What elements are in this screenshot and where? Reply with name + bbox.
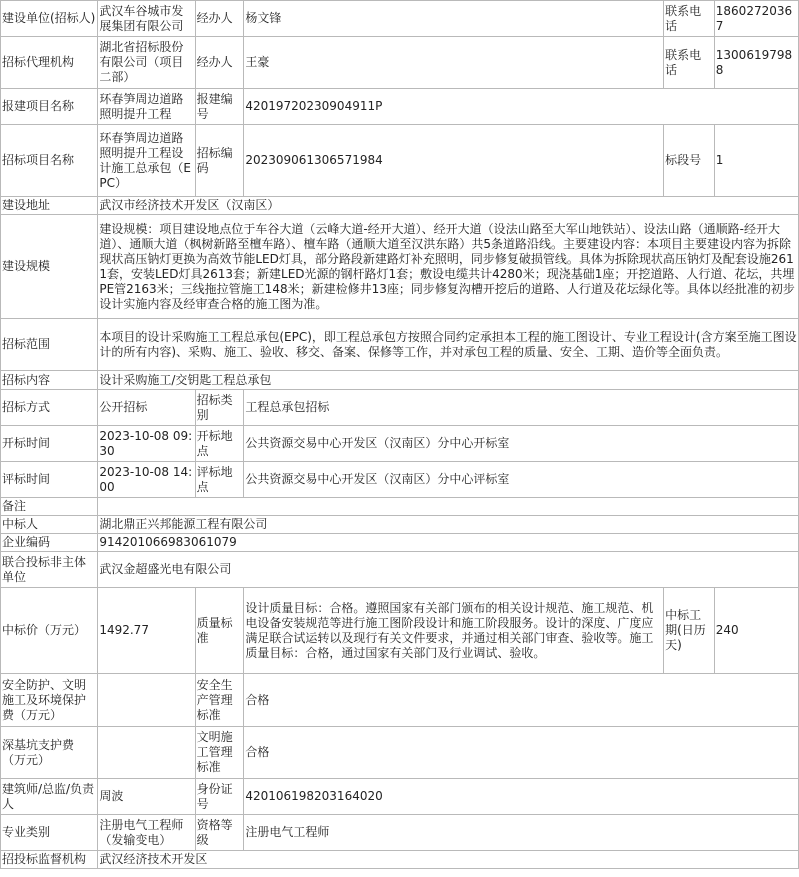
agent-label: 招标代理机构 xyxy=(1,37,98,89)
supervisor-value: 武汉经济技术开发区 xyxy=(98,851,799,869)
row-open xyxy=(1,426,799,462)
row-manager xyxy=(1,779,799,815)
review-time: 2023-10-08 14:00 xyxy=(98,462,195,498)
row-joint xyxy=(1,552,799,588)
civil-std-label: 文明施工管理标准 xyxy=(195,727,244,779)
owner-handler: 杨文锋 xyxy=(244,1,664,37)
price-value: 1492.77 xyxy=(98,588,195,674)
winner-value: 湖北鼎正兴邦能源工程有限公司 xyxy=(98,516,799,534)
company-code-label: 企业编码 xyxy=(1,534,98,552)
owner-handler-label: 经办人 xyxy=(195,1,244,37)
row-site xyxy=(1,197,799,215)
content-value: 设计采购施工/交钥匙工程总承包 xyxy=(98,371,799,390)
review-place: 公共资源交易中心开发区（汉南区）分中心评标室 xyxy=(244,462,799,498)
method-label: 招标方式 xyxy=(1,390,98,426)
tender-code: 202309061306571984 xyxy=(244,125,664,197)
row-content xyxy=(1,371,799,390)
method-value: 公开招标 xyxy=(98,390,195,426)
note-label: 备注 xyxy=(1,498,98,516)
agent-phone: 13006197988 xyxy=(714,37,798,89)
manager-label: 建筑师/总监/负责人 xyxy=(1,779,98,815)
review-place-label: 评标地点 xyxy=(195,462,244,498)
owner-label: 建设单位(招标人) xyxy=(1,1,98,37)
tender-project-value: 环春笋周边道路照明提升工程设计施工总承包（EPC） xyxy=(98,125,195,197)
qual-label: 资格等级 xyxy=(195,815,244,851)
type-label: 招标类别 xyxy=(195,390,244,426)
open-time-label: 开标时间 xyxy=(1,426,98,462)
row-scope xyxy=(1,319,799,371)
note-value xyxy=(98,498,799,516)
scope-label: 招标范围 xyxy=(1,319,98,371)
row-safety-fee xyxy=(1,674,799,727)
owner-phone: 18602720367 xyxy=(714,1,798,37)
row-winner xyxy=(1,516,799,534)
period-label: 中标工期(日历天) xyxy=(664,588,715,674)
agent-value: 湖北省招标股份有限公司（项目二部） xyxy=(98,37,195,89)
supervisor-label: 招投标监督机构 xyxy=(1,851,98,869)
specialty-value: 注册电气工程师（发输变电） xyxy=(98,815,195,851)
joint-value: 武汉金超盛光电有限公司 xyxy=(98,552,799,588)
row-agent xyxy=(1,37,799,89)
tender-project-label: 招标项目名称 xyxy=(1,125,98,197)
report-code-label: 报建编号 xyxy=(195,89,244,125)
row-report-project xyxy=(1,89,799,125)
site-label: 建设地址 xyxy=(1,197,98,215)
report-code: 42019720230904911P xyxy=(244,89,799,125)
company-code-value: 91420106698306107​9 xyxy=(98,534,799,552)
scale-label: 建设规模 xyxy=(1,215,98,319)
owner-phone-label: 联系电话 xyxy=(664,1,715,37)
row-specialty xyxy=(1,815,799,851)
id-label: 身份证号 xyxy=(195,779,244,815)
type-value: 工程总承包招标 xyxy=(244,390,799,426)
safety-std-label: 安全生产管理标准 xyxy=(195,674,244,727)
owner-value: 武汉车谷城市发展集团有限公司 xyxy=(98,1,195,37)
price-label: 中标价（万元） xyxy=(1,588,98,674)
quality-label: 质量标准 xyxy=(195,588,244,674)
row-review xyxy=(1,462,799,498)
period-value: 240 xyxy=(714,588,798,674)
qual-value: 注册电气工程师 xyxy=(244,815,799,851)
row-price xyxy=(1,588,799,674)
agent-phone-label: 联系电话 xyxy=(664,37,715,89)
row-scale xyxy=(1,215,799,319)
row-note xyxy=(1,498,799,516)
specialty-label: 专业类别 xyxy=(1,815,98,851)
civil-std-value: 合格 xyxy=(244,727,799,779)
site-value: 武汉市经济技术开发区（汉南区） xyxy=(98,197,799,215)
id-value: 420106198203164020 xyxy=(244,779,799,815)
agent-handler: 王豪 xyxy=(244,37,664,89)
row-pit-fee xyxy=(1,727,799,779)
open-place-label: 开标地点 xyxy=(195,426,244,462)
review-time-label: 评标时间 xyxy=(1,462,98,498)
tender-code-label: 招标编码 xyxy=(195,125,244,197)
quality-value: 设计质量目标：合格。遵照国家有关部门颁布的相关设计规范、施工规范、机电设备安装规范等进行施工图阶段设计和施工阶段服务。设计的深度、广度应满足联合试运转以及现行有关文件要求，并通过相关部门审查、验收等。施工质量目标：合格，通过国家有关部门及行业调试、验收。 xyxy=(244,588,664,674)
row-company-code xyxy=(1,534,799,552)
safety-fee-value xyxy=(98,674,195,727)
safety-std-value: 合格 xyxy=(244,674,799,727)
row-method xyxy=(1,390,799,426)
open-time: 2023-10-08 09:30 xyxy=(98,426,195,462)
manager-value: 周波 xyxy=(98,779,195,815)
pit-fee-label: 深基坑支护费（万元） xyxy=(1,727,98,779)
agent-handler-label: 经办人 xyxy=(195,37,244,89)
content-label: 招标内容 xyxy=(1,371,98,390)
row-tender-project xyxy=(1,125,799,197)
pit-fee-value xyxy=(98,727,195,779)
joint-label: 联合投标非主体单位 xyxy=(1,552,98,588)
scale-value: 建设规模：项目建设地点位于车谷大道（云峰大道-经开大道）、经开大道（设法山路至大军山地铁站）、设法山路（通顺路-经开大道）、通顺大道（枫树新路至檀车路）、檀车路（通顺大道至汉洪东路）共5条道路沿线。主要建设内容：本项目主要建设内容为拆除现状高压钠灯更换为高效节能LED灯具，部分路段新建路灯补充照明，同步修复破损管线。具体为拆除现状高压钠灯及配套设施2611套，安装LED灯具2613套；新建LED光源的钢杆路灯1套；敷设电缆共计4280米；现浇基础1座；开挖道路、人行道、花坛，共埋PE管2163米；三线拖拉管施工148米；新建检修井13座；同步修复沟槽开挖后的道路、人行道及花坛绿化等。具体以经批准的初步设计实施内容及经审查合格的施工图为准。 xyxy=(98,215,799,319)
section-label: 标段号 xyxy=(664,125,715,197)
scope-value: 本项目的设计采购施工工程总承包(EPC)，即工程总承包方按照合同约定承担本工程的施工图设计、专业工程设计(含方案至施工图设计的所有内容)、采购、施工、验收、移交、备案、保修等工作，并对承包工程的质量、安全、工期、造价等全面负责。 xyxy=(98,319,799,371)
report-project-label: 报建项目名称 xyxy=(1,89,98,125)
row-supervisor xyxy=(1,851,799,869)
section-value: 1 xyxy=(714,125,798,197)
row-owner xyxy=(1,1,799,37)
report-project-value: 环春笋周边道路照明提升工程 xyxy=(98,89,195,125)
open-place: 公共资源交易中心开发区（汉南区）分中心开标室 xyxy=(244,426,799,462)
safety-fee-label: 安全防护、文明施工及环境保护费（万元） xyxy=(1,674,98,727)
winner-label: 中标人 xyxy=(1,516,98,534)
